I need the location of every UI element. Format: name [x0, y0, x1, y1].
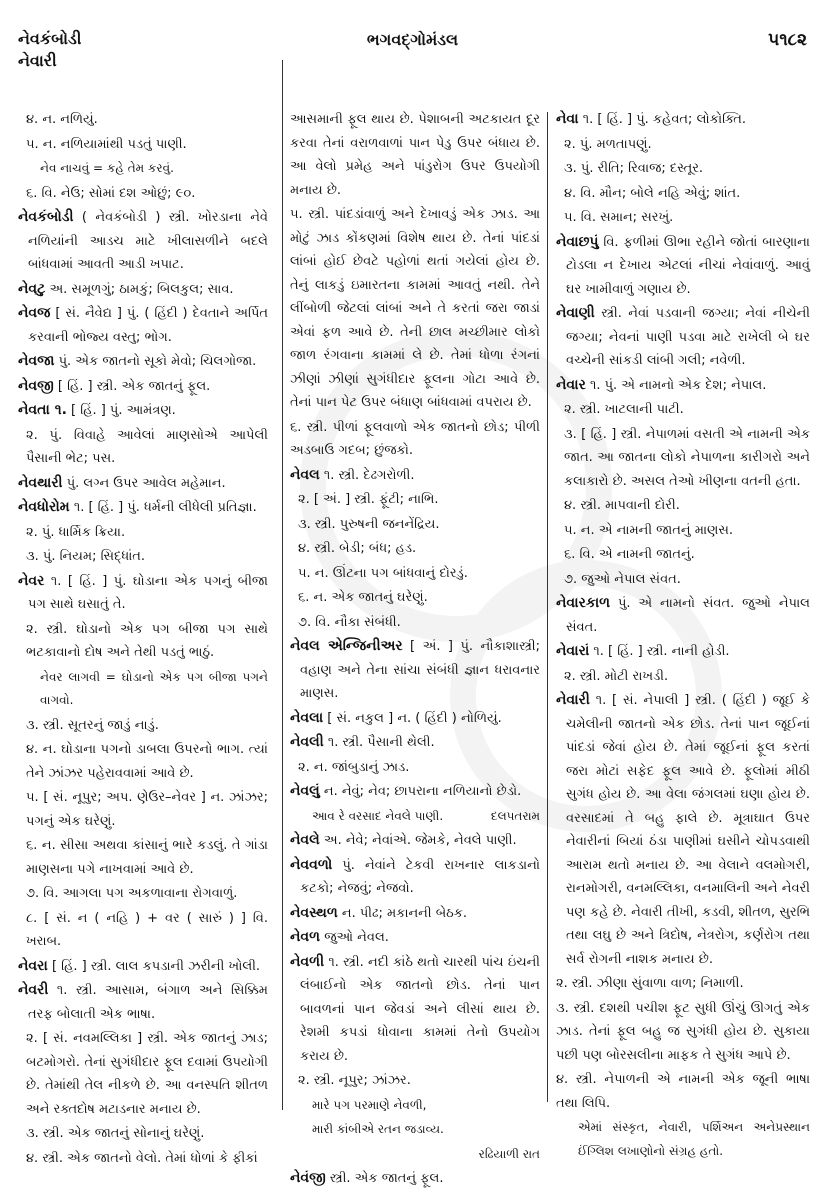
entry-sense	[18, 108, 268, 132]
headword: નેવારાં	[556, 643, 590, 659]
definition-text: વિ. ફળીમાં ઊભા રહીને જોતાં બારણાના ટોડલા ન દેખાય એટલાં નીચાં નેવાંવાળું. આવું ઘર ખામીવાળું ગણાય છે.	[566, 234, 810, 297]
headword: નેવટુ	[18, 280, 46, 297]
definition-text: ૩. પું. નિયમ; સિદ્ધાંત.	[26, 549, 146, 564]
dictionary-entry	[18, 206, 268, 277]
entry-sense	[556, 423, 810, 494]
definition-text: ૨. પું. મળતાપણું.	[564, 136, 652, 152]
headword: નેવલ એન્જિનીઅર	[290, 638, 403, 654]
definition-text: પું. એ નામનો સંવત. જુઓ નેપાલ સંવત.	[566, 596, 810, 635]
definition-text: નેવ નાચવું = કહે તેમ કરવું.	[40, 161, 174, 175]
headword: નેવલે	[290, 832, 320, 848]
definition-text: ૨. [ સં. નવમલ્લિકા ] સ્ત્રી. એક જાતનું ઝાડ; બટમોગરો. તેનાં સુગંધીદાર ફૂલ દવામાં ઉપયોગી છે. તેમાંથી તેલ નીકળે છે. આ વનસ્પતિ શીતળ અને રક્તદોષ મટાડનાર મનાય છે.	[26, 1031, 268, 1117]
dictionary-entry	[18, 399, 268, 423]
definition-text: આસમાની ફૂલ થાય છે. પેશાબની અટકાયત દૂર કરવા તેનાં વરાળવાળાં પાન પેડુ ઉપર બંધાય છે. આ વેલો પ્રમેહ અને પાંડુરોગ ઉપર ઉપયોગી મનાય છે.	[290, 112, 540, 198]
entry-sense	[18, 424, 268, 471]
definition-text: મારી કાંબીએ રતન જડાવ્ય.	[312, 1122, 444, 1136]
guide-word-last: નેવારી	[18, 51, 57, 70]
definition-text: ૬. ન. સીસા અથવા કાંસાનું ભારે કડલું. તે ગાંડા માણસના પગે નાખવામાં આવે છે.	[26, 838, 268, 877]
definition-text: ૨. સ્ત્રી. ખાટલાની પાટી.	[564, 402, 684, 417]
definition-text: સ્ત્રી. નેવાં પડવાની જગ્યા; નેવાં નીચેની જગ્યા; નેવનાં પાણી પડવા માટે રાખેલી બે ઘર વચ્ચેની સાંકડી લાંબી ગલી; નવેળી.	[566, 306, 810, 368]
headword: નેવરી	[18, 982, 49, 998]
entry-sense	[556, 133, 810, 157]
entry-sense	[290, 488, 540, 512]
entry-sense	[18, 521, 268, 545]
entry-sense	[18, 1147, 268, 1171]
definition-text: ૬. વિ. એ નામની જાતનું.	[564, 547, 695, 562]
headword: નેવર	[18, 572, 45, 589]
definition-text: ૩. સ્ત્રી. દશથી પચીશ ફૂટ સુધી ઊંચું ઊગતું એક ઝાડ. તેનાં ફૂલ બહુ જ સુગંધી હોય છે. સુકાયા પછી પણ બોરસલીના માફક તે સુગંધ આપે છે.	[556, 1000, 810, 1063]
definition-text: ૬. વિ. નેઉ; સોમાં દશ ઓછું; ૯૦.	[26, 185, 196, 201]
definition-text: ૬. સ્ત્રી. પીળાં ફૂલવાળો એક જાતનો છોડ; પીળી અડબાઉ ગદબ; છુંજકો.	[290, 419, 540, 458]
definition-text: [ હિં. ] પું. આમંત્રણ.	[66, 403, 176, 418]
definition-text: ૭. વિ. આગલા પગ અકળાવાના રોગવાળું.	[26, 886, 238, 901]
dictionary-entry	[556, 374, 810, 398]
quote-attribution: પ્રસ્થાન	[775, 1120, 810, 1134]
quote-attribution: દલપતરામ	[490, 808, 540, 823]
definition-text: ૫. ન. ઊંટના પગ બાંધવાનું દોરડું.	[298, 565, 468, 581]
book-title: ભગવદ્ગોમંડલ	[366, 30, 459, 49]
dictionary-entry	[18, 278, 268, 302]
dictionary-entry	[290, 854, 540, 901]
entry-sense	[290, 1069, 540, 1093]
definition-text: ૫. [ સં. નૂપુર; અપ. ણેઉર–નેવર ] ન. ઝાંઝર; પગનું એક ઘરેણું.	[26, 790, 268, 829]
definition-text: ( નેવકંબોડી ) સ્ત્રી. ખોરડાના નેવે નળિયાંની આડચ માટે ખીલાસળીને બદલે બાંધવામાં આવતી આડી ખપાટ.	[28, 210, 268, 272]
headword: નેવથારી	[18, 474, 63, 491]
definition-text: પું. એક જાતનો સૂકો મેવો; ચિલગોજા.	[54, 354, 257, 369]
entry-sense	[290, 586, 540, 610]
definition-text: ૮. [ સં. ન ( નહિ ) + વર ( સારું ) ] વિ. ખરાબ.	[26, 910, 268, 949]
definition-text: ૧. સ્ત્રી. દેઢગરોળી.	[319, 467, 415, 483]
headword: નેવજા	[18, 353, 55, 369]
headword: નેવધોરોમ	[18, 499, 70, 515]
definition-text: ૧. [ હિં. ] પું. ધર્મની લીધેલી પ્રતિજ્ઞા.	[69, 500, 257, 515]
headword: નેવવળો	[290, 856, 333, 873]
dictionary-entry	[556, 592, 810, 639]
definition-text: ૫. ન. નળિયામાંથી પડતું પાણી.	[26, 136, 187, 152]
dictionary-entry	[556, 302, 810, 373]
page-number: ૫૧૮૨	[768, 30, 807, 50]
definition-text: ૨. સ્ત્રી. મોટી રાખડી.	[564, 668, 669, 684]
headword: નેવતા ૧.	[18, 402, 67, 418]
entry-sense	[556, 1068, 810, 1115]
definition-text: [ હિં. ] સ્ત્રી. લાલ કપડાની ઝરીની ખોલી.	[47, 958, 261, 974]
dictionary-entry	[556, 231, 810, 302]
headword: નેવાણી	[556, 305, 595, 321]
headword: નેવાછપું	[556, 233, 599, 250]
definition-text: [ સં. નૈવેદ્ય ] પું. ( હિંદી ) દેવતાને અર્પિત કરવાની ભોજ્ય વસ્તુ; ભોગ.	[28, 306, 268, 345]
column-1	[18, 108, 268, 1171]
entry-sense	[18, 1027, 268, 1121]
dictionary-entry	[290, 780, 540, 804]
entry-sense	[556, 519, 810, 543]
dictionary-entry	[556, 108, 810, 132]
entry-sense	[556, 182, 810, 206]
definition-text: ૫. ન. એ નામની જાતનું માણસ.	[564, 522, 734, 538]
definition-text: ૨. [ અં. ] સ્ત્રી. ફૂંટી; નાભિ.	[298, 492, 439, 507]
definition-text: ૨. સ્ત્રી. નૂપુર; ઝાંઝર.	[298, 1073, 411, 1088]
column-divider	[547, 112, 548, 1102]
entry-sense	[290, 756, 540, 780]
definition-text: ૬. ન. એક જાતનું ઘરેણું.	[298, 590, 428, 605]
definition-text: [ સં. નકુલ ] ન. ( હિંદી ) નોળિયું.	[323, 710, 502, 726]
entry-sense	[556, 665, 810, 689]
definition-text: ૨. ન. જાંબુડાનું ઝાડ.	[298, 759, 410, 775]
entry-sense	[556, 997, 810, 1068]
headword: નેવળ	[290, 929, 321, 945]
definition-text: ૧. [ હિં. ] પું. ઘોડાના એક પગનું બીજા પગ સાથે ઘસાતું તે.	[28, 573, 268, 612]
definition-text: ૨. પું. વિવાહે આવેલાં માણસોએ આપેલી પૈસાની ભેટ; પસ.	[26, 427, 268, 466]
entry-sense	[556, 494, 810, 518]
definition-text: રઢિયાળી રાત	[478, 1146, 540, 1161]
headword: નેવલું	[290, 783, 320, 799]
definition-text: ૩. પું. રીતિ; રિવાજ; દસ્તૂર.	[564, 161, 704, 176]
dictionary-entry	[18, 955, 268, 979]
entry-sense	[18, 882, 268, 906]
definition-text: ૪. વિ. મૌન; બોલે નહિ એવું; શાંત.	[564, 185, 741, 201]
headword: નેવા	[556, 111, 579, 127]
guide-word-first: નેવકંબોડી	[18, 29, 82, 48]
headword: નેવલી	[290, 734, 324, 750]
example-quote	[556, 1116, 810, 1163]
definition-text: [ હિં. ] સ્ત્રી. એક જાતનું ફૂલ.	[53, 378, 211, 394]
definition-text: ૫. વિ. સમાન; સરખું.	[564, 210, 674, 225]
entry-sense	[18, 133, 268, 157]
definition-text: ૨. સ્ત્રી. ઝીણા સુંવાળા વાળ; નિમાળી.	[556, 976, 744, 991]
definition-text: જુઓ નેવલ.	[320, 930, 389, 945]
dictionary-entry	[556, 689, 810, 971]
entry-sense	[290, 562, 540, 586]
dictionary-entry	[290, 902, 540, 926]
dictionary-entry	[290, 635, 540, 706]
definition-text: ૪. ન. નળિયું.	[26, 112, 98, 127]
headword: નેવસ્થળ	[290, 904, 338, 921]
definition-text: ૧. સ્ત્રી. નદી કાંઠે થતો ચારથી પાંચ ઇંચની લંબાઈનો એક જાતનો છોડ. તેનાં પાન બાવળનાં પાન જેવડાં અને લીસાં થાય છે. રેશમી કપડાં ધોવાના કામમાં તેનો ઉપયોગ કરાય છે.	[300, 954, 540, 1064]
entry-sense	[18, 182, 268, 206]
definition-text: ૧. સ્ત્રી. પૈસાની થેલી.	[323, 735, 435, 750]
definition-text: ૩. સ્ત્રી. પુરુષની જનનેંદ્રિય.	[298, 516, 440, 532]
quote-attribution	[290, 1143, 540, 1167]
definition-text: પું. નેવાંને ટેકવી રાખનાર લાકડાનો કટકો; નેજવું; નેજવો.	[300, 857, 540, 896]
entry-sense	[556, 972, 810, 996]
entry-sense	[18, 1122, 268, 1146]
example-quote	[18, 666, 268, 713]
entry-sense	[18, 786, 268, 833]
example-quote	[18, 157, 268, 181]
entry-sense	[18, 907, 268, 954]
headword: નેવંજી	[290, 1170, 326, 1186]
example-quote	[290, 1118, 540, 1142]
entry-sense	[290, 203, 540, 415]
entry-sense	[290, 611, 540, 635]
definition-text: ૪. ન. ઘોડાના પગનો ડાબલા ઉપરનો ભાગ. ત્યાં તેને ઝાંઝર પહેરાવવામાં આવે છે.	[26, 742, 268, 781]
definition-text: ૪. સ્ત્રી. બેડી; બંધ; હડ.	[298, 541, 417, 556]
definition-text: ન. નેવું; નેવ; છાપરાના નળિયાનો છેડો.	[319, 784, 522, 799]
dictionary-entry	[18, 570, 268, 617]
example-quote	[290, 805, 540, 829]
entry-sense	[290, 513, 540, 537]
definition-text: ૫. સ્ત્રી. પાંદડાંવાળું અને દેખાવડું એક ઝાડ. આ મોટું ઝાડ કોંકણમાં વિશેષ થાય છે. તેનાં પાંદડાં લાંબાં હોઈ છેવટે પહોળાં થતાં ગયેલાં હોય છે. તેનું લાકડું ઇમારતના કામમાં આવતું નથી. તેને લીંબોળી જેટલાં લાંબાં અને તે કરતાં જરા જાડાં એવાં ફળ આવે છે. તેની છાલ મચ્છીમાર લોકો જાળ રંગવાના કામમાં લે છે. તેમાં ધોળા રંગનાં ઝીણાં ઝીણાં સુગંધીદાર ફૂલના ગોટા આવે છે. તેનાં પાન પેટ ઉપર બંધાણ બાંધવામાં વપરાય છે.	[290, 207, 540, 410]
definition-text: ૨. સ્ત્રી. ઘોડાનો એક પગ બીજા પગ સાથે ભટકાવાનો દોષ અને તેથી પડતું ભાઠું.	[26, 621, 268, 660]
dictionary-entry	[290, 707, 540, 731]
entry-sense	[556, 206, 810, 230]
dictionary-entry	[290, 731, 540, 755]
entry-sense	[556, 543, 810, 567]
definition-text: ૭. વિ. નૌકા સંબંધી.	[298, 614, 401, 630]
headword: નેવકંબોડી	[18, 209, 74, 225]
entry-sense	[290, 416, 540, 463]
definition-text: ૧. પું. એ નામનો એક દેશ; નેપાલ.	[585, 377, 767, 393]
dictionary-entry	[290, 464, 540, 488]
headword: નેવલ	[290, 466, 320, 483]
definition-text: અ. નેવે; નેવાંએ. જેમકે, નેવલે પાણી.	[319, 833, 517, 848]
entry-sense	[18, 738, 268, 785]
entry-sense	[18, 834, 268, 881]
definition-text: ૭. જુઓ નેપાલ સંવત.	[564, 571, 681, 587]
definition-text: ૩. સ્ત્રી. સૂતરનું જાડું નાડું.	[26, 717, 159, 733]
headword: નેવારી	[556, 692, 590, 708]
entry-sense	[290, 108, 540, 202]
headword: નેવલા	[290, 709, 324, 726]
headword: નેવળી	[290, 953, 325, 970]
headword: નેવરા	[18, 957, 48, 974]
dictionary-entry	[290, 829, 540, 853]
definition-text: ૪. સ્ત્રી. નેપાળની એ નામની એક જૂની ભાષા તથા લિપિ.	[556, 1072, 810, 1111]
column-3	[556, 108, 810, 1164]
definition-text: ૧. [ હિં. ] પું. કહેવત; લોકોક્તિ.	[578, 112, 746, 127]
entry-sense	[556, 157, 810, 181]
definition-text: ૩. સ્ત્રી. એક જાતનું સોનાનું ઘરેણું.	[26, 1126, 205, 1141]
definition-text: ૧. [ સં. નેપાલી ] સ્ત્રી. ( હિંદી ) જૂઈ કે ચમેલીની જાતનો એક છોડ. તેનાં પાન જૂઈનાં પાંદડાં જેવાં હોય છે. તેમાં જૂઈનાં ફૂલ કરતાં જરા મોટાં સફેદ ફૂલ આવે છે. ફૂલોમાં મીઠી સુગંધ હોય છે. આ વેલા જંગલમાં ઘણા હોય છે. વરસાદમાં તે બહુ ફાલે છે. મૂત્રાઘાત ઉપર નેવારીનાં બિયાં ઠંડા પાણીમાં ઘસીને ચોપડવાથી આરામ થતો મનાય છે. આ વેલાને વલમોગરી, રાનમોગરી, વનમલ્લિકા, વનમાલિની અને નેવરી પણ કહે છે. નેવારી તીખી, કડવી, શીતળ, સુરભિ તથા લઘુ છે અને ત્રિદોષ, નેત્રરોગ, કર્ણરોગ તથા સર્વ રોગની નાશક મનાય છે.	[566, 693, 810, 967]
dictionary-entry	[556, 640, 810, 664]
dictionary-entry	[18, 375, 268, 399]
headword: નેવાર	[556, 376, 586, 393]
headword: નેવારકાળ	[556, 595, 611, 611]
dictionary-entry	[290, 1167, 540, 1191]
definition-text: પું. લગ્ન ઉપર આવેલ મહેમાન.	[62, 475, 226, 491]
entry-sense	[556, 568, 810, 592]
definition-text: ૩. [ હિં. ] સ્ત્રી. નેપાળમાં વસતી એ નામની એક જાત. આ જાતના લોકો નેપાળના કારીગરો અને કલાકારો છે. અસલ તેઓ ખીણના વતની હતા.	[564, 426, 810, 489]
entry-sense	[556, 398, 810, 422]
definition-text: ૧. સ્ત્રી. આસામ, બંગાળ અને સિક્કિમ તરફ બોલાતી એક ભાષા.	[28, 983, 268, 1022]
definition-text: નેવર લાગવી = ઘોડાનો એક પગ બીજા પગને વાગવો.	[40, 669, 268, 707]
definition-text: ૪. સ્ત્રી. માપવાની દોરી.	[564, 498, 680, 513]
definition-text: ૧. [ હિં. ] સ્ત્રી. નાની હોડી.	[589, 644, 730, 659]
definition-text: મારે પગ પરમાણે નેવળી,	[312, 1097, 427, 1112]
definition-text: અ. સમૂળગું; ઠામકું; બિલકુલ; સાવ.	[45, 281, 234, 297]
definition-text: ન. પીઢ; મકાનની બેઠક.	[337, 905, 468, 921]
column-2	[290, 108, 540, 1192]
column-divider	[282, 60, 283, 1110]
definition-text: સ્ત્રી. એક જાતનું ફૂલ.	[325, 1171, 444, 1186]
dictionary-entry	[18, 979, 268, 1026]
dictionary-entry	[18, 302, 268, 349]
headword: નેવજી	[18, 377, 54, 394]
definition-text: એમાં સંસ્કૃત, નેવારી, પર્શિઅન અને ઈંગ્લિશ લખાણોનો સંગ્રહ હતો.	[578, 1120, 776, 1158]
dictionary-entry	[290, 926, 540, 950]
definition-text: ૨. પું. ધાર્મિક ક્રિયા.	[26, 524, 126, 540]
entry-sense	[290, 537, 540, 561]
dictionary-entry	[290, 951, 540, 1069]
definition-text: ૪. સ્ત્રી. એક જાતનો વેલો. તેમાં ધોળાં કે ફીકાં	[26, 1150, 258, 1166]
entry-sense	[18, 545, 268, 569]
definition-text: આવ રે વરસાદ નેવલે પાણી.	[312, 808, 444, 823]
headword: નેવજ	[18, 305, 51, 321]
entry-sense	[18, 714, 268, 738]
definition-text: [ અં. ] પું. નૌકાશાસ્ત્રી; વહાણ અને તેના સાંચા સંબંધી જ્ઞાન ધરાવનાર માણસ.	[300, 639, 540, 701]
dictionary-entry	[18, 472, 268, 496]
entry-sense	[18, 618, 268, 665]
dictionary-entry	[18, 496, 268, 520]
example-quote	[290, 1094, 540, 1118]
dictionary-entry	[18, 350, 268, 374]
